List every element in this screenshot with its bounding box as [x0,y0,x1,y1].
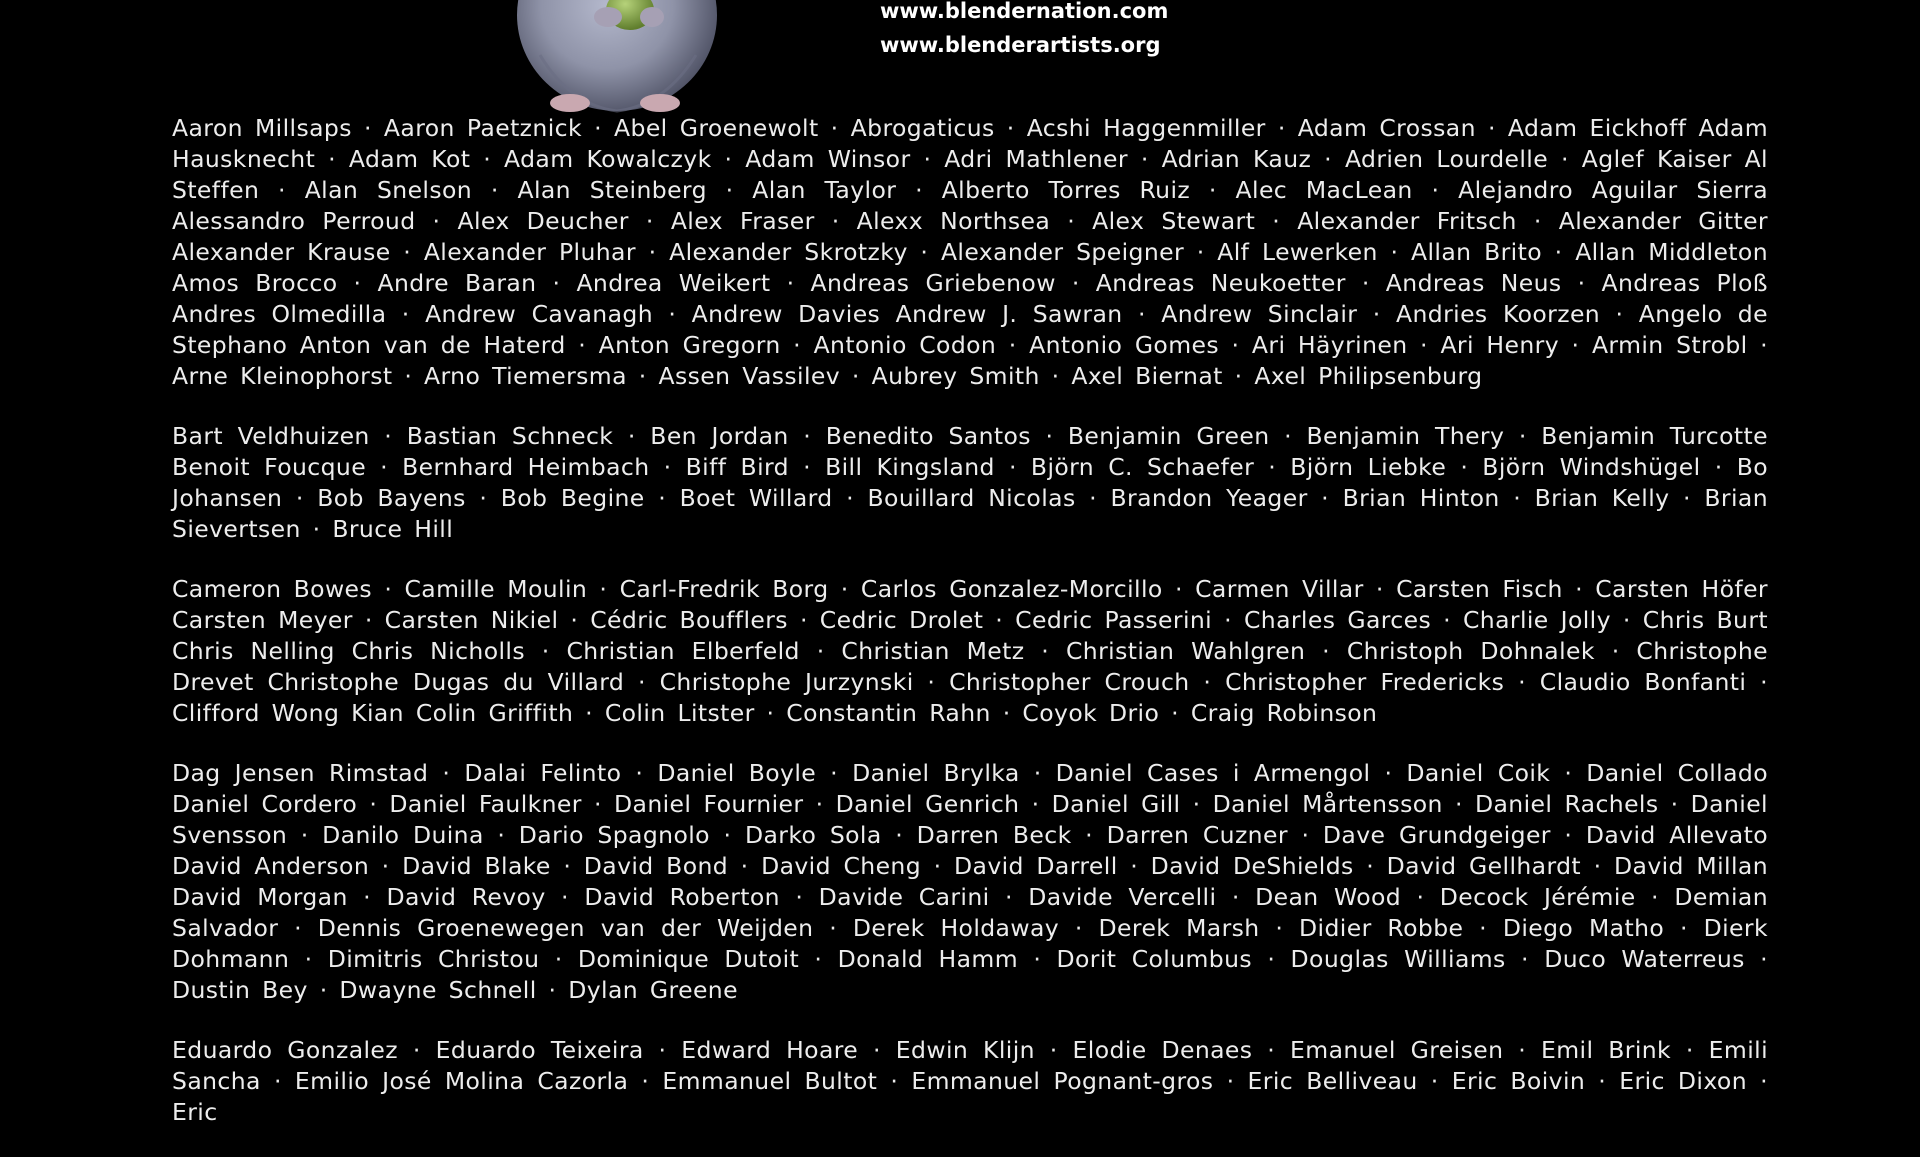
credits-paragraph-a: Aaron Millsaps · Aaron Paetznick · Abel Groenewolt · Abrogaticus · Acshi Haggenmiller · Adam Crossan · Adam Eickhoff Adam Hausknecht · Adam Kot · Adam Kowalczyk · Adam Winsor · Adri Mathlener · Adrian Kauz · Adrien Lourdelle · Aglef Kaiser Al Steffen · Alan Snelson · Alan Steinberg · Alan Taylor · Alberto Torres Ruiz · Alec MacLean · Alejandro Aguilar Sierra Alessandro Perroud · Alex Deucher · Alex Fraser · Alexx Northsea · Alex Stewart · Alexander Fritsch · Alexander Gitter Alexander Krause · Alexander Pluhar · Alexander Skrotzky · Alexander Speigner · Alf Lewerken · Allan Brito · Allan Middleton Amos Brocco · Andre Baran · Andrea Weikert · Andreas Griebenow · Andreas Neukoetter · Andreas Neus · Andreas Ploß Andres Olmedilla · Andrew Cavanagh · Andrew Davies Andrew J. Sawran · Andrew Sinclair · Andries Koorzen · Angelo de Stephano Anton van de Haterd · Anton Gregorn · Antonio Codon · Antonio Gomes · Ari Häyrinen · Ari Henry · Armin Strobl · Arne Kleinophorst · Arno Tiemersma · Assen Vassilev · Aubrey Smith · Axel Biernat · Axel Philipsenburg [172,114,1768,390]
chinchilla-mascot-icon [510,0,725,120]
credits-paragraph-d: Dag Jensen Rimstad · Dalai Felinto · Daniel Boyle · Daniel Brylka · Daniel Cases i Armengol · Daniel Coik · Daniel Collado Daniel Cordero · Daniel Faulkner · Daniel Fournier · Daniel Genrich · Daniel Gill · Daniel Mårtensson · Daniel Rachels · Daniel Svensson · Danilo Duina · Dario Spagnolo · Darko Sola · Darren Beck · Darren Cuzner · Dave Grundgeiger · David Allevato David Anderson · David Blake · David Bond · David Cheng · David Darrell · David DeShields · David Gellhardt · David Millan David Morgan · David Revoy · David Roberton · Davide Carini · Davide Vercelli · Dean Wood · Decock Jérémie · Demian Salvador · Dennis Groenewegen van der Weijden · Derek Holdaway · Derek Marsh · Didier Robbe · Diego Matho · Dierk Dohmann · Dimitris Christou · Dominique Dutoit · Donald Hamm · Dorit Columbus · Douglas Williams · Duco Waterreus · Dustin Bey · Dwayne Schnell · Dylan Greene [172,759,1768,1004]
credits-paragraph-b: Bart Veldhuizen · Bastian Schneck · Ben Jordan · Benedito Santos · Benjamin Green · Benjamin Thery · Benjamin Turcotte Benoit Foucque · Bernhard Heimbach · Biff Bird · Bill Kingsland · Björn C. Schaefer · Björn Liebke · Björn Windshügel · Bo Johansen · Bob Bayens · Bob Begine · Boet Willard · Bouillard Nicolas · Brandon Yeager · Brian Hinton · Brian Kelly · Brian Sievertsen · Bruce Hill [172,422,1768,543]
credits-paragraph-c: Cameron Bowes · Camille Moulin · Carl-Fredrik Borg · Carlos Gonzalez-Morcillo · Carmen Villar · Carsten Fisch · Carsten Höfer Carsten Meyer · Carsten Nikiel · Cédric Boufflers · Cedric Drolet · Cedric Passerini · Charles Garces · Charlie Jolly · Chris Burt Chris Nelling Chris Nicholls · Christian Elberfeld · Christian Metz · Christian Wahlgren · Christoph Dohnalek · Christophe Drevet Christophe Dugas du Villard · Christophe Jurzynski · Christopher Crouch · Christopher Fredericks · Claudio Bonfanti · Clifford Wong Kian Colin Griffith · Colin Litster · Constantin Rahn · Coyok Drio · Craig Robinson [172,575,1768,727]
credits-paragraph-e: Eduardo Gonzalez · Eduardo Teixeira · Edward Hoare · Edwin Klijn · Elodie Denaes · Emanuel Greisen · Emil Brink · Emili Sancha · Emilio José Molina Cazorla · Emmanuel Bultot · Emmanuel Pognant-gros · Eric Belliveau · Eric Boivin · Eric Dixon · Eric [172,1036,1768,1126]
blendernation-link: www.blendernation.com [880,0,1169,23]
credits-list [172,113,1768,1157]
blenderartists-link: www.blenderartists.org [880,33,1161,57]
website-links [880,0,1168,62]
